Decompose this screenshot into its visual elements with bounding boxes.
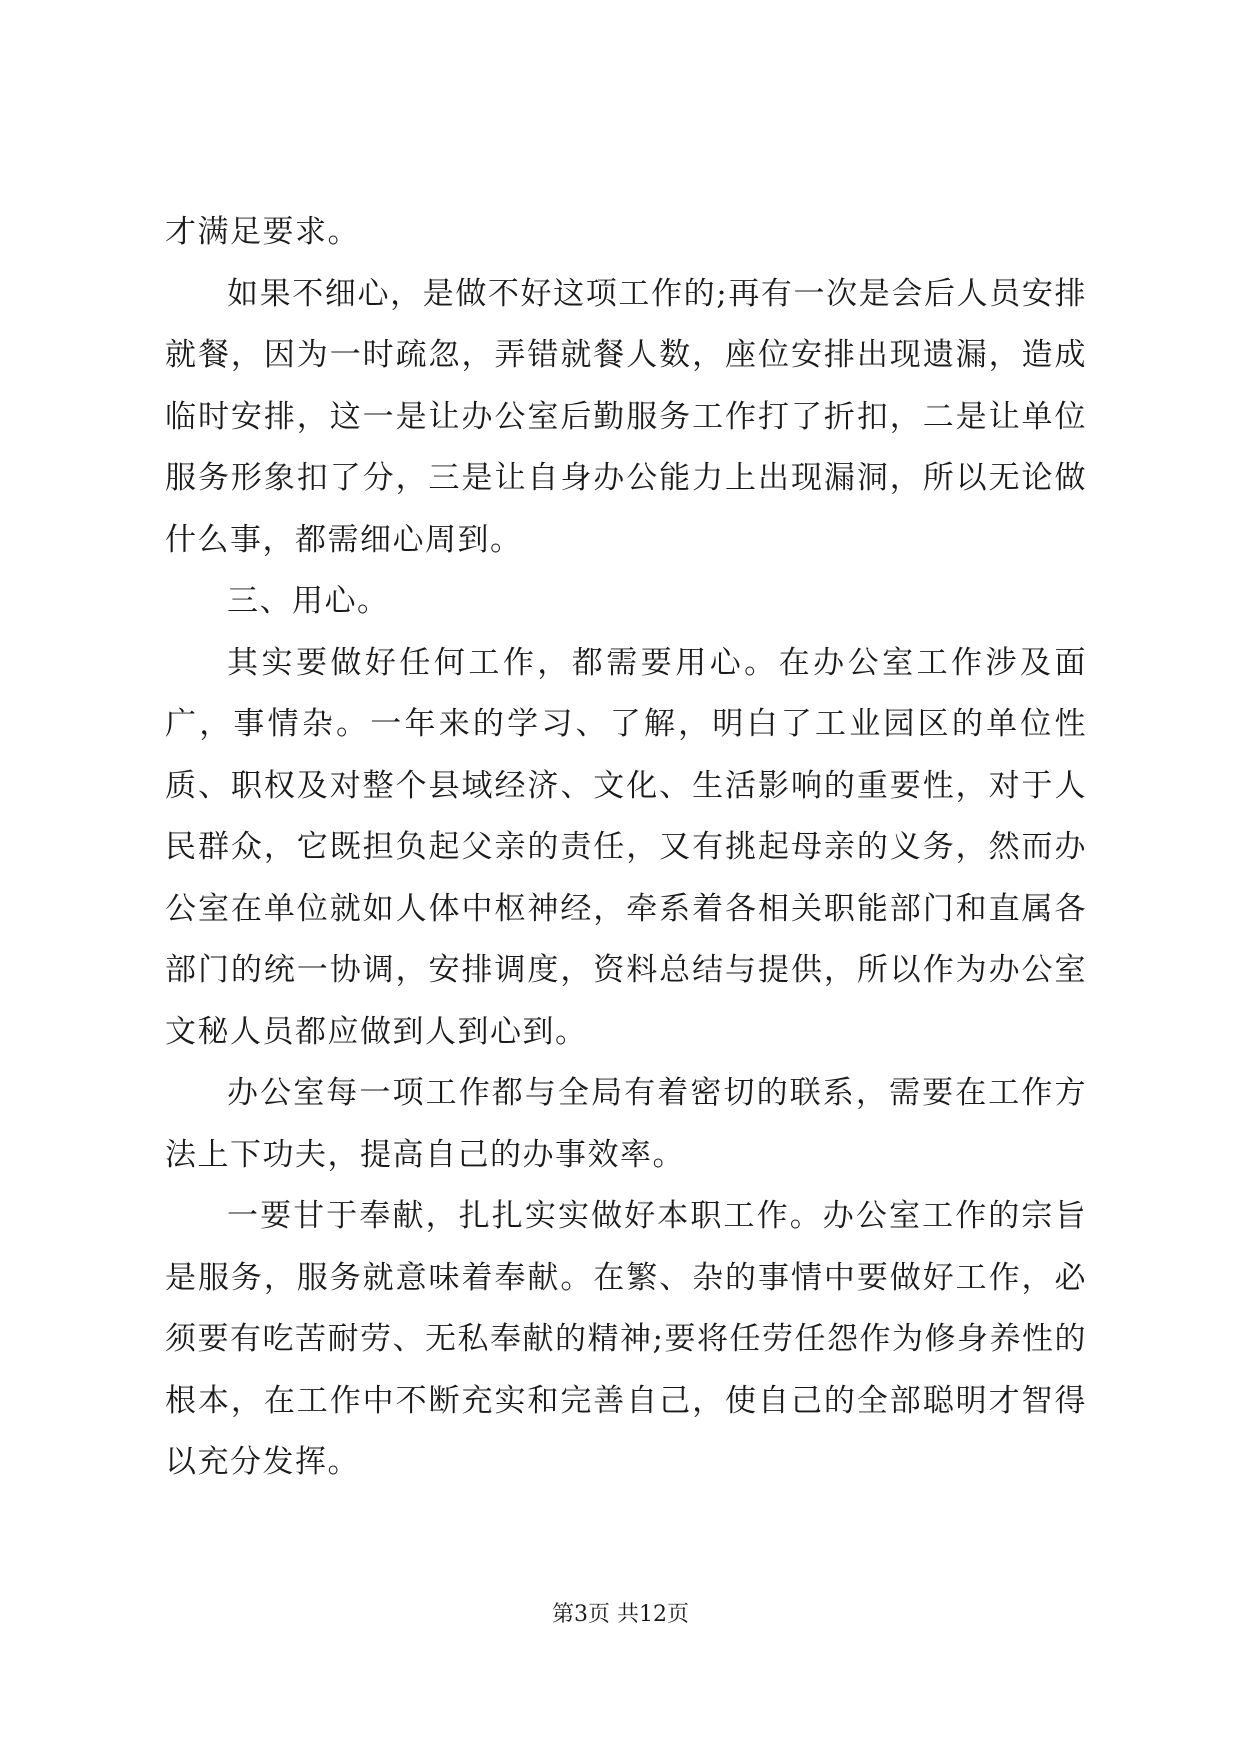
paragraph-continuation: 才满足要求。 [165, 214, 360, 250]
paragraph-carefulness: 如果不细心，是做不好这项工作的;再有一次是会后人员安排就餐，因为一时疏忽，弄错就餐人数，座位安排出现遗漏，造成临时安排，这一是让办公室后勤服务工作打了折扣，二是让单位服务形象扣了分，三是让自身办公能力上出现漏洞，所以无论做什么事，都需细心周到。 [165, 275, 1087, 558]
paragraph-dedication: 一要甘于奉献，扎扎实实做好本职工作。办公室工作的宗旨是服务，服务就意味着奉献。在繁、杂的事情中要做好工作，必须要有吃苦耐劳、无私奉献的精神;要将任劳任怨作为修身养性的根本，在工作中不断充实和完善自己，使自己的全部聪明才智得以充分发挥。 [165, 1198, 1087, 1480]
section-heading-3: 三、用心。 [227, 583, 390, 619]
paragraph-method: 办公室每一项工作都与全局有着密切的联系，需要在工作方法上下功夫，提高自己的办事效率。 [165, 1075, 1087, 1173]
paragraph-attentiveness: 其实要做好任何工作，都需要用心。在办公室工作涉及面广，事情杂。一年来的学习、了解，明白了工业园区的单位性质、职权及对整个县域经济、文化、生活影响的重要性，对于人民群众，它既担负起父亲的责任，又有挑起母亲的义务，然而办公室在单位就如人体中枢神经，牵系着各相关职能部门和直属各部门的统一协调，安排调度，资料总结与提供，所以作为办公室文秘人员都应做到人到心到。 [165, 644, 1087, 1050]
page-footer: 第3页 共12页 [552, 1602, 689, 1627]
document-body [165, 202, 1087, 1494]
